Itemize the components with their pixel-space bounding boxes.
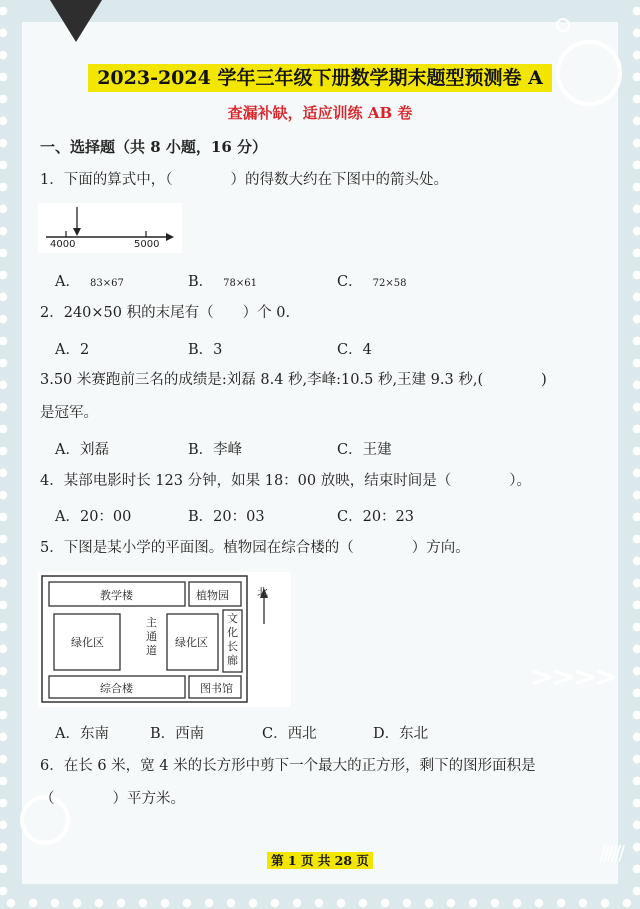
page-title: 2023-2024 学年三年级下册数学期末题型预测卷 A xyxy=(88,64,552,92)
q5-option-d[interactable]: D．东北 xyxy=(373,726,429,742)
stamp-edge-bottom xyxy=(0,897,640,909)
page-number: 第 1 页 共 28 页 xyxy=(267,852,373,869)
q4-option-c[interactable]: C．20：23 xyxy=(337,509,414,525)
q5-option-a[interactable]: A．东南 xyxy=(55,726,109,742)
q1-option-a[interactable]: A． 83×67 xyxy=(55,274,124,290)
question-4-text: 4．某部电影时长 123 分钟，如果 18：00 放映，结束时间是（ ）。 xyxy=(40,473,531,489)
q1-option-b[interactable]: B． 78×61 xyxy=(188,274,257,290)
question-3-text-cont: 是冠军。 xyxy=(40,405,98,421)
q3-option-a[interactable]: A．刘磊 xyxy=(55,442,109,458)
page-subtitle: 查漏补缺，适应训练 AB 卷 xyxy=(227,104,413,122)
map-label-teaching-building: 教学楼 xyxy=(100,589,133,602)
q4-option-a[interactable]: A．20：00 xyxy=(55,509,132,525)
decor-slashes-icon: ////// xyxy=(599,841,622,865)
decor-ring-icon xyxy=(556,18,570,32)
q1-option-c[interactable]: C． 72×58 xyxy=(337,274,407,290)
page-footer xyxy=(0,850,640,869)
stamp-edge-right xyxy=(630,0,640,905)
q2-option-b[interactable]: B．3 xyxy=(188,342,223,358)
q2-option-c[interactable]: C．4 xyxy=(337,342,372,358)
stamp-edge-left xyxy=(0,0,10,905)
question-6-text-cont: （ ）平方米。 xyxy=(40,791,185,807)
decor-triangle-icon xyxy=(50,0,102,42)
question-5-text: 5．下图是某小学的平面图。植物园在综合楼的（ ）方向。 xyxy=(40,540,470,556)
map-label-botanical-garden: 植物园 xyxy=(196,589,229,602)
decor-chevrons-icon: >>>> xyxy=(530,660,616,693)
map-label-green-area-left: 绿化区 xyxy=(71,636,104,649)
section-heading: 一、选择题（共 8 小题，16 分） xyxy=(40,138,267,156)
question-2-text: 2．240×50 积的末尾有（ ）个 0. xyxy=(40,305,291,321)
map-label-complex-building: 综合楼 xyxy=(100,682,133,695)
decor-circle-icon xyxy=(556,40,622,106)
q2-option-a[interactable]: A．2 xyxy=(55,342,90,358)
question-3-text: 3.50 米赛跑前三名的成绩是:刘磊 8.4 秒,李峰:10.5 秒,王建 9.3 秒,( ) xyxy=(40,372,547,388)
q3-option-b[interactable]: B．李峰 xyxy=(188,442,243,458)
map-label-main-road: 主通道 xyxy=(146,616,157,657)
q5-option-c[interactable]: C．西北 xyxy=(262,726,317,742)
north-arrow-label: 北 xyxy=(257,586,268,599)
q4-option-b[interactable]: B．20：03 xyxy=(188,509,265,525)
axis-label-4000: 4000 xyxy=(50,239,76,250)
question-1-text: 1．下面的算式中，（ ）的得数大约在下图中的箭头处。 xyxy=(40,172,448,188)
map-label-green-area-right: 绿化区 xyxy=(175,636,208,649)
axis-label-5000: 5000 xyxy=(134,239,160,250)
q3-option-c[interactable]: C．王建 xyxy=(337,442,392,458)
map-label-library: 图书馆 xyxy=(200,682,233,695)
question-6-text: 6．在长 6 米，宽 4 米的长方形中剪下一个最大的正方形，剩下的图形面积是 xyxy=(40,758,536,774)
number-line-figure xyxy=(38,203,182,253)
map-label-culture-corridor: 文化长廊 xyxy=(227,612,238,667)
q5-option-b[interactable]: B．西南 xyxy=(150,726,205,742)
school-plan-figure xyxy=(38,572,291,707)
